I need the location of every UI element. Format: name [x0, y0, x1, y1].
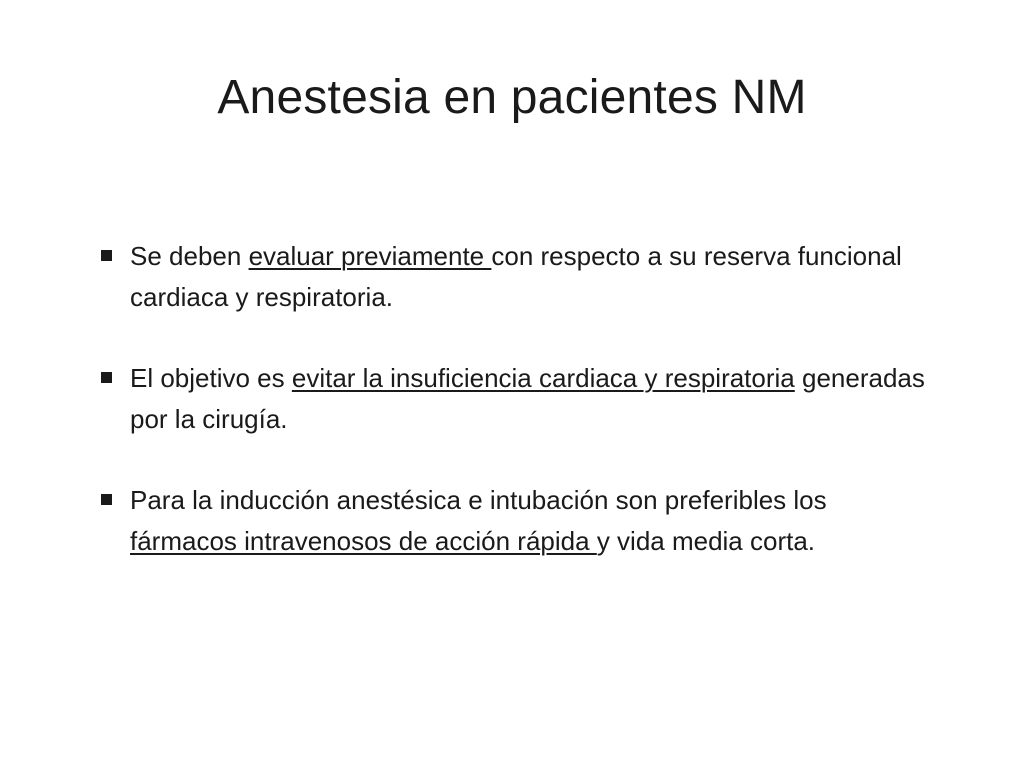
list-item [100, 236, 940, 318]
bullet-text-underlined: evitar la insuficiencia cardiaca y respiratoria [291, 363, 795, 393]
bullet-text-after: con respecto a su reserva funcional cardiaca y respiratoria. [130, 241, 902, 312]
square-bullet-icon [101, 494, 112, 505]
list-item [100, 480, 940, 562]
bullet-list [100, 236, 940, 602]
bullet-text-after: generadas por la cirugía. [130, 363, 925, 434]
square-bullet-icon [101, 372, 112, 383]
bullet-text-underlined: fármacos intravenosos de acción rápida [130, 526, 597, 556]
bullet-text-before: El objetivo es [130, 363, 292, 393]
bullet-text-after: y vida media corta. [596, 526, 816, 556]
list-item [100, 358, 940, 440]
bullet-text-underlined: evaluar previamente [248, 241, 492, 271]
bullet-text-before: Se deben [130, 241, 249, 271]
square-bullet-icon [101, 250, 112, 261]
bullet-text-before: Para la inducción anestésica e intubación son preferibles los [130, 485, 827, 515]
slide-title: Anestesia en pacientes NM [217, 71, 807, 124]
